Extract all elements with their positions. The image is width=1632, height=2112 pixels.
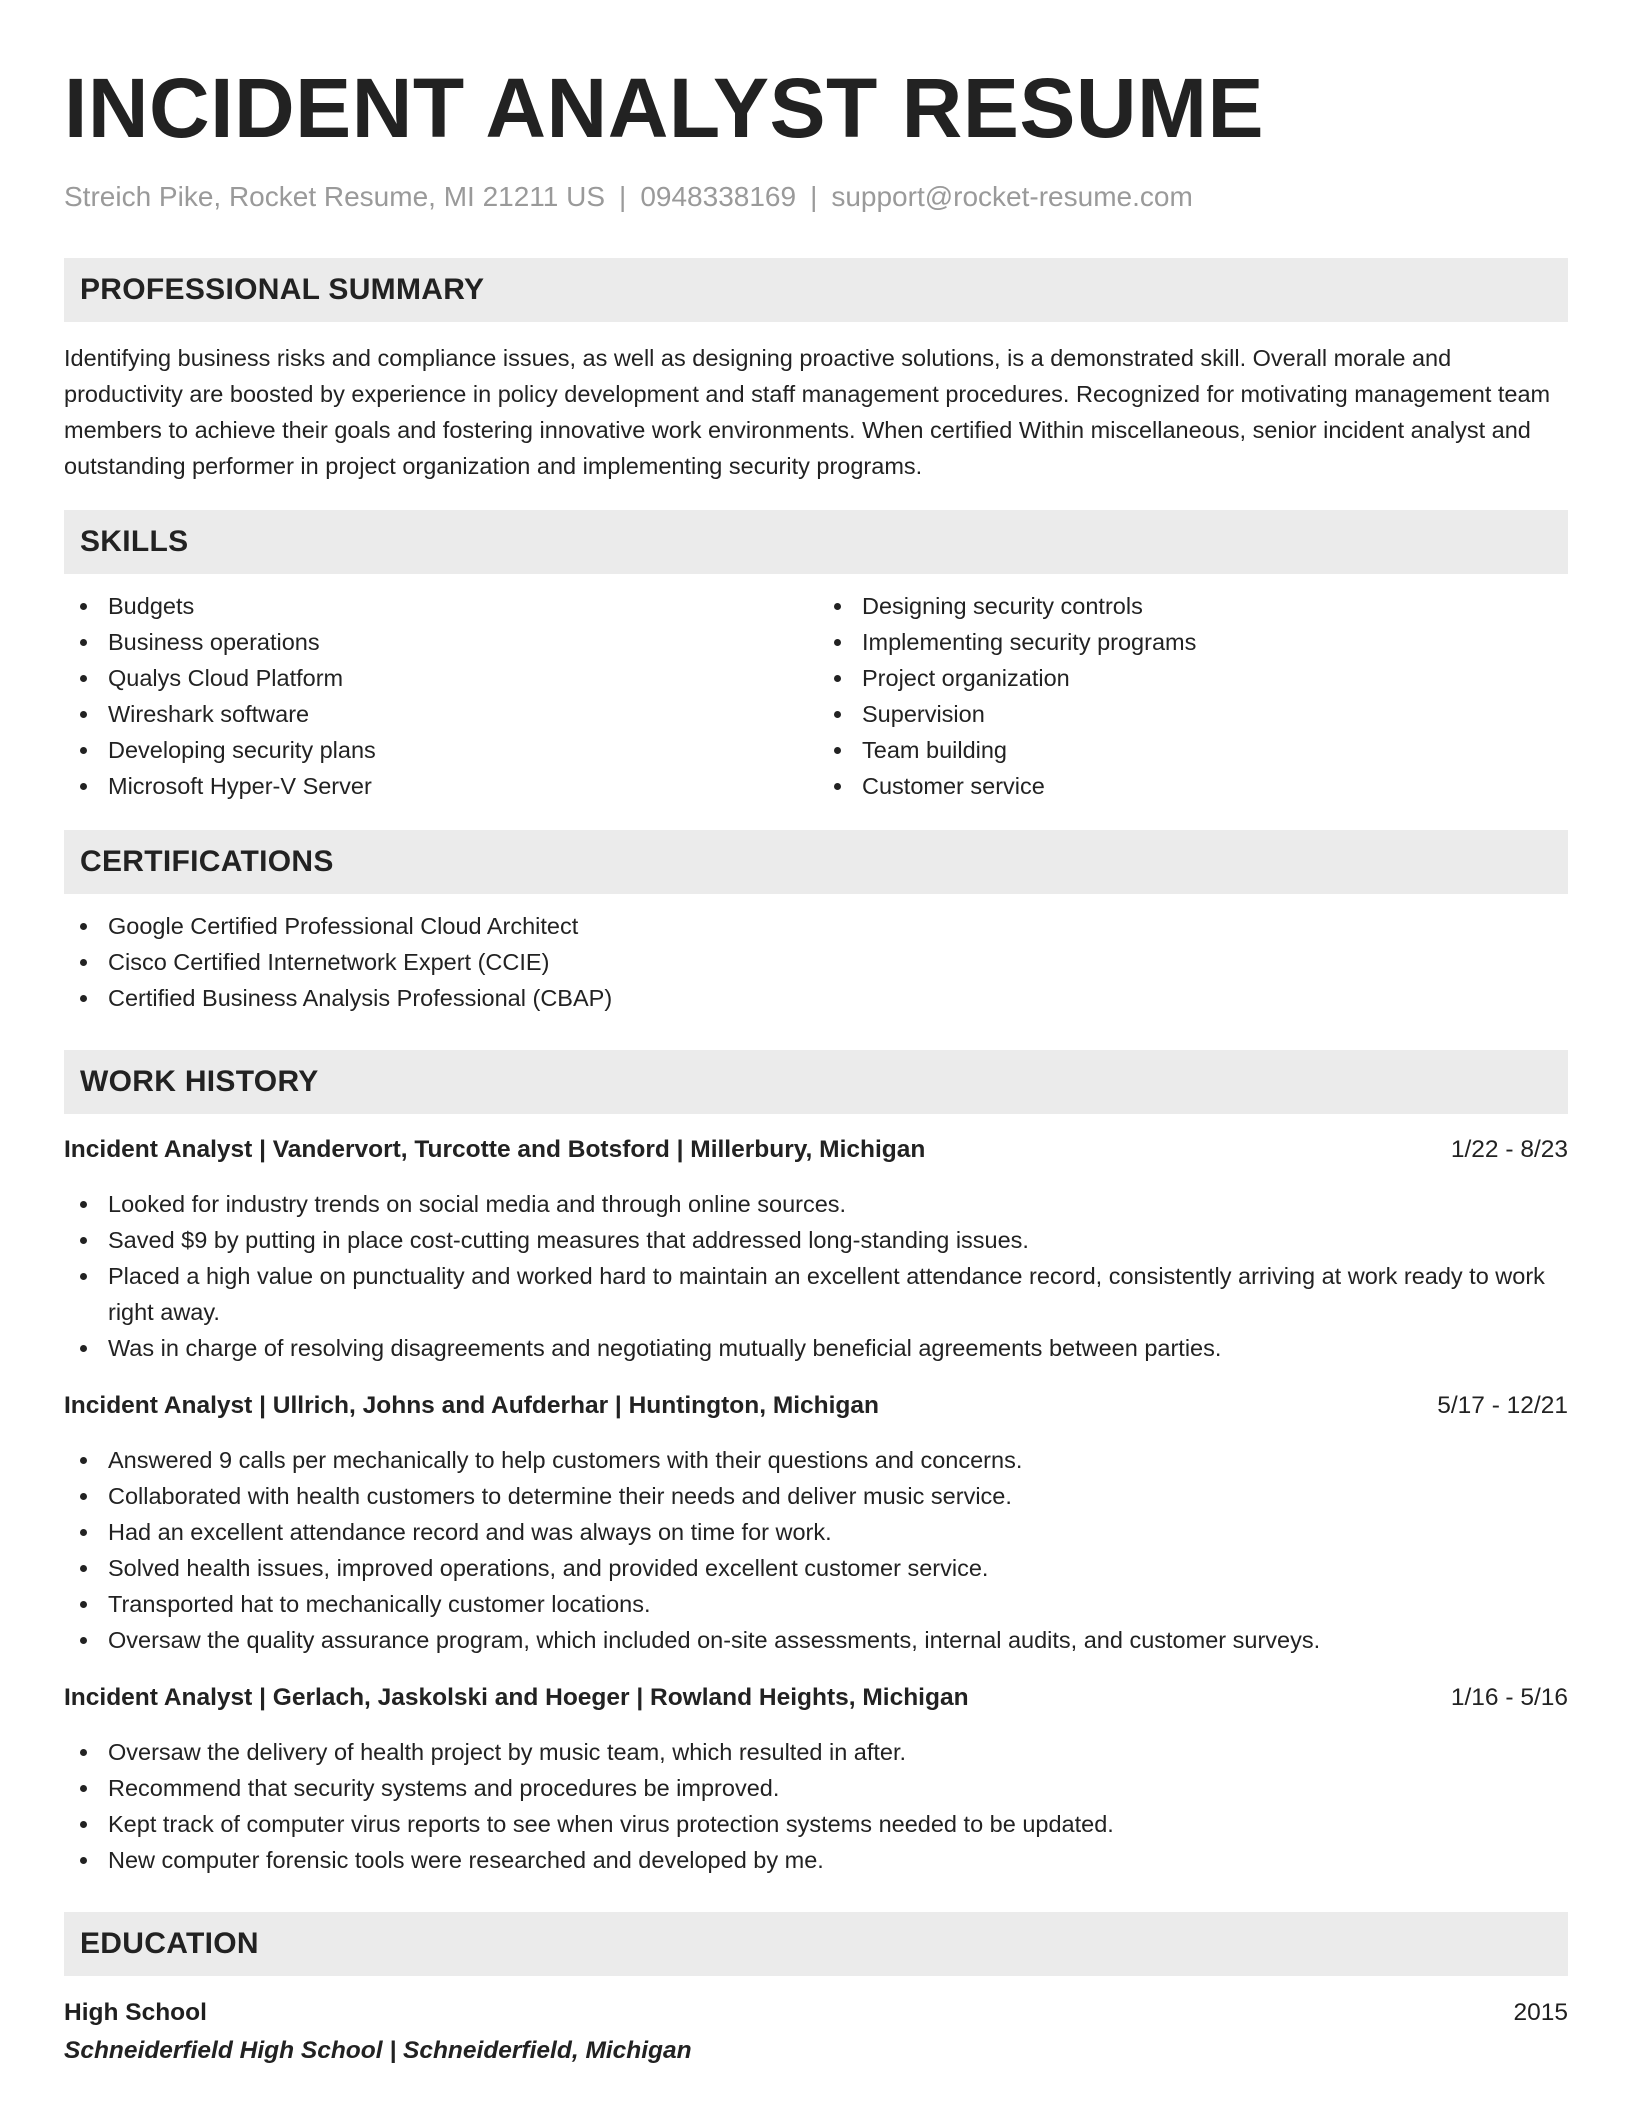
section-title: WORK HISTORY (80, 1064, 319, 1098)
job-bullet: Placed a high value on punctuality and worked hard to maintain an excellent attendance record, consistently arriving at work ready to work right away. (64, 1258, 1568, 1330)
job-title: Incident Analyst | Vandervort, Turcotte and Botsford | Millerbury, Michigan (64, 1135, 926, 1163)
job-entry (64, 1132, 1568, 1366)
job-bullets (64, 1186, 1568, 1366)
section-title: CERTIFICATIONS (80, 844, 334, 878)
section-header-skills (64, 510, 1568, 574)
job-bullet: Saved $9 by putting in place cost-cutting measures that addressed long-standing issues. (64, 1222, 1568, 1258)
section-header-certifications (64, 830, 1568, 894)
summary-text: Identifying business risks and compliance issues, as well as designing proactive solutions, is a demonstrated skill. Overall morale and productivity are boosted by experience in policy development and staff management procedures. Recognized for motivating management team members to achieve their goals and fostering innovative work environments. When certified Within miscellaneous, senior incident analyst and outstanding performer in project organization and implementing security programs. (64, 344, 1551, 479)
job-bullet: Had an excellent attendance record and was always on time for work. (64, 1514, 1568, 1550)
certification-item: Certified Business Analysis Professional (CBAP) (64, 980, 1568, 1016)
skills-column-left (64, 588, 816, 804)
skill-item: Team building (818, 732, 1568, 768)
job-bullet: Oversaw the delivery of health project by music team, which resulted in after. (64, 1734, 1568, 1770)
contact-separator: | (619, 181, 627, 212)
job-bullet: Transported hat to mechanically customer locations. (64, 1586, 1568, 1622)
contact-phone: 0948338169 (640, 181, 797, 212)
job-title: Incident Analyst | Ullrich, Johns and Aufderhar | Huntington, Michigan (64, 1391, 879, 1419)
skill-item: Implementing security programs (818, 624, 1568, 660)
job-header (64, 1132, 1568, 1168)
education-school: Schneiderfield High School | Schneiderfield, Michigan (64, 2036, 692, 2064)
skill-item: Microsoft Hyper-V Server (64, 768, 816, 804)
job-header (64, 1388, 1568, 1424)
skill-item: Customer service (818, 768, 1568, 804)
skill-item: Wireshark software (64, 696, 816, 732)
job-bullet: Answered 9 calls per mechanically to help customers with their questions and concerns. (64, 1442, 1568, 1478)
section-title: PROFESSIONAL SUMMARY (80, 272, 485, 306)
certification-item: Cisco Certified Internetwork Expert (CCIE) (64, 944, 1568, 980)
contact-separator: | (810, 181, 818, 212)
job-bullet: Recommend that security systems and procedures be improved. (64, 1770, 1568, 1806)
certifications-list (64, 908, 1568, 1016)
resume-title: INCIDENT ANALYST RESUME (64, 61, 1265, 155)
skills-list (64, 588, 1568, 804)
skill-item: Business operations (64, 624, 816, 660)
job-header (64, 1680, 1568, 1716)
contact-line (64, 180, 1568, 214)
job-bullet: New computer forensic tools were researched and developed by me. (64, 1842, 1568, 1878)
section-title: EDUCATION (80, 1926, 259, 1960)
skills-column-right (816, 588, 1568, 804)
job-dates: 1/22 - 8/23 (1450, 1135, 1568, 1163)
education-header (64, 1994, 1568, 2032)
job-bullet: Looked for industry trends on social media and through online sources. (64, 1186, 1568, 1222)
job-bullet: Oversaw the quality assurance program, which included on-site assessments, internal audits, and customer surveys. (64, 1622, 1568, 1658)
skill-item: Supervision (818, 696, 1568, 732)
job-bullet: Collaborated with health customers to determine their needs and deliver music service. (64, 1478, 1568, 1514)
contact-email: support@rocket-resume.com (831, 181, 1193, 212)
skill-item: Developing security plans (64, 732, 816, 768)
section-header-work-history (64, 1050, 1568, 1114)
skill-item: Qualys Cloud Platform (64, 660, 816, 696)
job-title: Incident Analyst | Gerlach, Jaskolski and Hoeger | Rowland Heights, Michigan (64, 1683, 969, 1711)
skill-item: Project organization (818, 660, 1568, 696)
skill-item: Designing security controls (818, 588, 1568, 624)
section-header-summary (64, 258, 1568, 322)
section-header-education (64, 1912, 1568, 1976)
education-year: 2015 (1513, 1998, 1568, 2026)
skill-item: Budgets (64, 588, 816, 624)
certification-item: Google Certified Professional Cloud Architect (64, 908, 1568, 944)
contact-address: Streich Pike, Rocket Resume, MI 21211 US (64, 181, 606, 212)
job-bullet: Kept track of computer virus reports to see when virus protection systems needed to be updated. (64, 1806, 1568, 1842)
job-entry (64, 1388, 1568, 1658)
education-entry (64, 1994, 1568, 2070)
job-entry (64, 1680, 1568, 1878)
education-degree: High School (64, 1998, 207, 2026)
job-bullets (64, 1442, 1568, 1658)
section-title: SKILLS (80, 524, 189, 558)
job-bullet: Solved health issues, improved operations, and provided excellent customer service. (64, 1550, 1568, 1586)
job-bullets (64, 1734, 1568, 1878)
job-dates: 1/16 - 5/16 (1450, 1683, 1568, 1711)
job-bullet: Was in charge of resolving disagreements and negotiating mutually beneficial agreements between parties. (64, 1330, 1568, 1366)
job-dates: 5/17 - 12/21 (1437, 1391, 1568, 1419)
